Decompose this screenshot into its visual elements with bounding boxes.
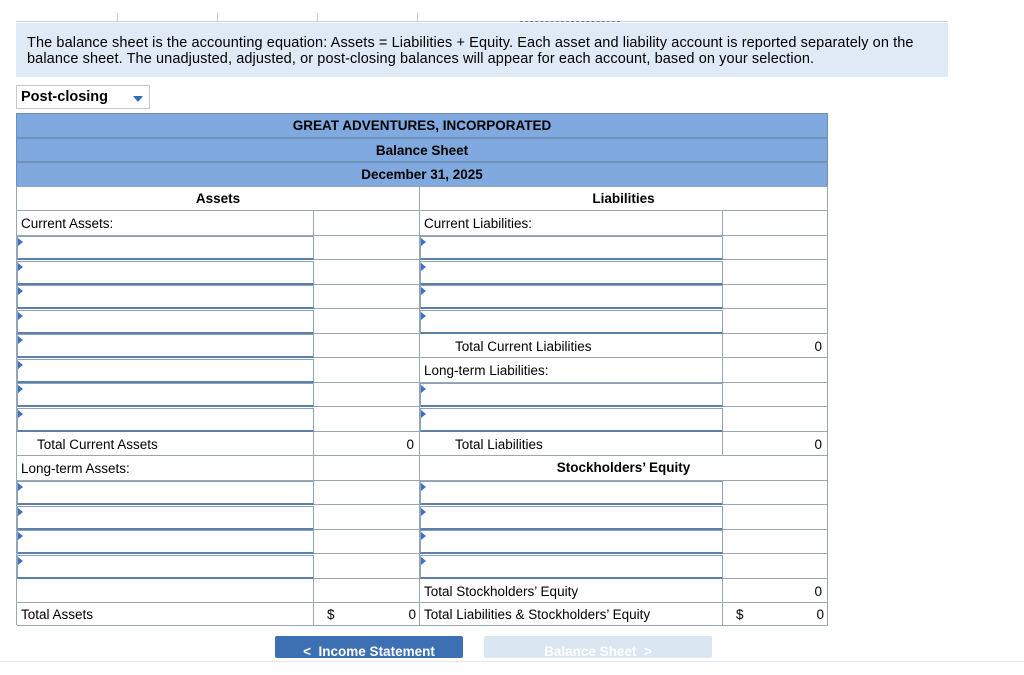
dropdown-marker-icon [421, 385, 426, 393]
current-liability-account-input[interactable] [420, 261, 723, 285]
dropdown-marker-icon [18, 385, 23, 393]
current-asset-account-input[interactable] [17, 310, 314, 334]
tab-divider [117, 13, 118, 21]
current-asset-account-input[interactable] [17, 285, 314, 309]
equity-account-input[interactable] [420, 530, 723, 554]
current-asset-account-input[interactable] [17, 236, 314, 260]
current-asset-account-input[interactable] [17, 334, 314, 358]
longterm-asset-account-input[interactable] [17, 555, 314, 579]
current-liability-amount[interactable] [723, 285, 828, 310]
current-asset-amount[interactable] [314, 407, 420, 432]
currency-symbol: $ [736, 607, 744, 622]
total-liabilities-label: Total Liabilities [420, 432, 723, 457]
total-assets-value: 0 [408, 607, 416, 622]
dropdown-marker-icon [421, 263, 426, 271]
tab-strip [16, 16, 948, 22]
current-asset-amount[interactable] [314, 260, 420, 285]
empty-cell [723, 358, 828, 383]
chevron-left-icon: < [303, 644, 319, 658]
longterm-liability-account-input[interactable] [420, 383, 723, 407]
balance-sheet-table [16, 186, 828, 625]
longterm-liabilities-label: Long-term Liabilities: [420, 358, 723, 383]
active-tab-indicator [520, 14, 620, 22]
longterm-asset-amount[interactable] [314, 530, 420, 555]
prev-income-statement-button[interactable] [275, 636, 463, 658]
footer-divider [0, 661, 1024, 662]
longterm-liability-account-input[interactable] [420, 408, 723, 432]
tab-divider [317, 13, 318, 21]
current-asset-amount[interactable] [314, 236, 420, 261]
current-liability-account-input[interactable] [420, 310, 723, 334]
total-liabilities-equity-label: Total Liabilities & Stockholders’ Equity [420, 603, 723, 626]
current-asset-amount[interactable] [314, 358, 420, 383]
equity-amount[interactable] [723, 505, 828, 530]
current-liabilities-label: Current Liabilities: [420, 211, 723, 236]
longterm-liability-amount[interactable] [723, 383, 828, 408]
longterm-asset-amount[interactable] [314, 505, 420, 530]
empty-cell [17, 579, 314, 604]
dropdown-marker-icon [421, 238, 426, 246]
total-assets-cell [314, 603, 420, 626]
longterm-asset-account-input[interactable] [17, 530, 314, 554]
current-asset-account-input[interactable] [17, 359, 314, 383]
current-liability-amount[interactable] [723, 309, 828, 334]
chevron-right-icon: > [636, 644, 652, 658]
longterm-assets-label: Long-term Assets: [17, 456, 314, 481]
longterm-asset-amount[interactable] [314, 554, 420, 579]
total-assets-label: Total Assets [17, 603, 314, 626]
dropdown-marker-icon [18, 312, 23, 320]
current-liability-account-input[interactable] [420, 236, 723, 260]
tab-divider [417, 13, 418, 21]
balance-type-select[interactable] [16, 85, 150, 109]
current-asset-amount[interactable] [314, 334, 420, 359]
dropdown-marker-icon [18, 263, 23, 271]
dropdown-marker-icon [18, 361, 23, 369]
dropdown-marker-icon [18, 287, 23, 295]
dropdown-marker-icon [18, 508, 23, 516]
equity-amount[interactable] [723, 554, 828, 579]
total-liabilities-value: 0 [723, 432, 828, 457]
next-button-label: Balance Sheet [544, 644, 637, 658]
longterm-asset-account-input[interactable] [17, 481, 314, 505]
dropdown-marker-icon [18, 557, 23, 565]
dropdown-marker-icon [421, 508, 426, 516]
equity-amount[interactable] [723, 481, 828, 506]
total-current-liabilities-value: 0 [723, 334, 828, 359]
instructions-text: The balance sheet is the accounting equation: Assets = Liabilities + Equity. Each asset and liability account is reported separately on the balance sheet. The unadjusted, adjusted, or post-closing balances will appear for each account, based on your selection. [27, 35, 914, 67]
dropdown-marker-icon [18, 483, 23, 491]
empty-cell [723, 211, 828, 236]
empty-cell [314, 579, 420, 604]
current-asset-account-input[interactable] [17, 383, 314, 407]
longterm-asset-account-input[interactable] [17, 506, 314, 530]
dropdown-marker-icon [421, 557, 426, 565]
dropdown-marker-icon [421, 532, 426, 540]
current-asset-account-input[interactable] [17, 261, 314, 285]
total-liabilities-equity-cell [723, 603, 828, 626]
dropdown-marker-icon [421, 287, 426, 295]
dropdown-marker-icon [18, 532, 23, 540]
total-equity-value: 0 [723, 579, 828, 604]
dropdown-marker-icon [421, 410, 426, 418]
dropdown-marker-icon [18, 336, 23, 344]
balance-type-value: Post-closing [21, 89, 109, 105]
total-current-liabilities-label: Total Current Liabilities [420, 334, 723, 359]
total-liabilities-equity-value: 0 [816, 607, 824, 622]
empty-cell [314, 211, 420, 236]
prev-button-label: Income Statement [318, 644, 435, 658]
chevron-down-icon [133, 96, 143, 102]
equity-account-input[interactable] [420, 481, 723, 505]
dropdown-marker-icon [421, 483, 426, 491]
longterm-asset-amount[interactable] [314, 481, 420, 506]
company-name: GREAT ADVENTURES, INCORPORATED [16, 113, 828, 138]
liabilities-heading: Liabilities [420, 187, 828, 211]
statement-date: December 31, 2025 [16, 162, 828, 187]
current-liability-account-input[interactable] [420, 285, 723, 309]
current-liability-amount[interactable] [723, 260, 828, 285]
empty-cell [314, 456, 420, 481]
next-balance-sheet-button[interactable] [484, 636, 712, 658]
current-assets-label: Current Assets: [17, 211, 314, 236]
current-asset-amount[interactable] [314, 309, 420, 334]
longterm-liability-amount[interactable] [723, 407, 828, 432]
total-current-assets-label: Total Current Assets [17, 432, 314, 457]
equity-account-input[interactable] [420, 506, 723, 530]
current-asset-amount[interactable] [314, 383, 420, 408]
assets-heading: Assets [17, 187, 420, 211]
equity-amount[interactable] [723, 530, 828, 555]
statement-name: Balance Sheet [16, 138, 828, 163]
equity-heading: Stockholders’ Equity [420, 456, 828, 481]
dropdown-marker-icon [421, 312, 426, 320]
total-current-assets-value: 0 [314, 432, 420, 457]
equity-account-input[interactable] [420, 555, 723, 579]
dropdown-marker-icon [18, 410, 23, 418]
current-asset-account-input[interactable] [17, 408, 314, 432]
instructions-box [16, 23, 948, 77]
tab-divider [217, 13, 218, 21]
dropdown-marker-icon [18, 238, 23, 246]
total-equity-label: Total Stockholders’ Equity [420, 579, 723, 604]
currency-symbol: $ [327, 607, 335, 622]
current-asset-amount[interactable] [314, 285, 420, 310]
current-liability-amount[interactable] [723, 236, 828, 261]
